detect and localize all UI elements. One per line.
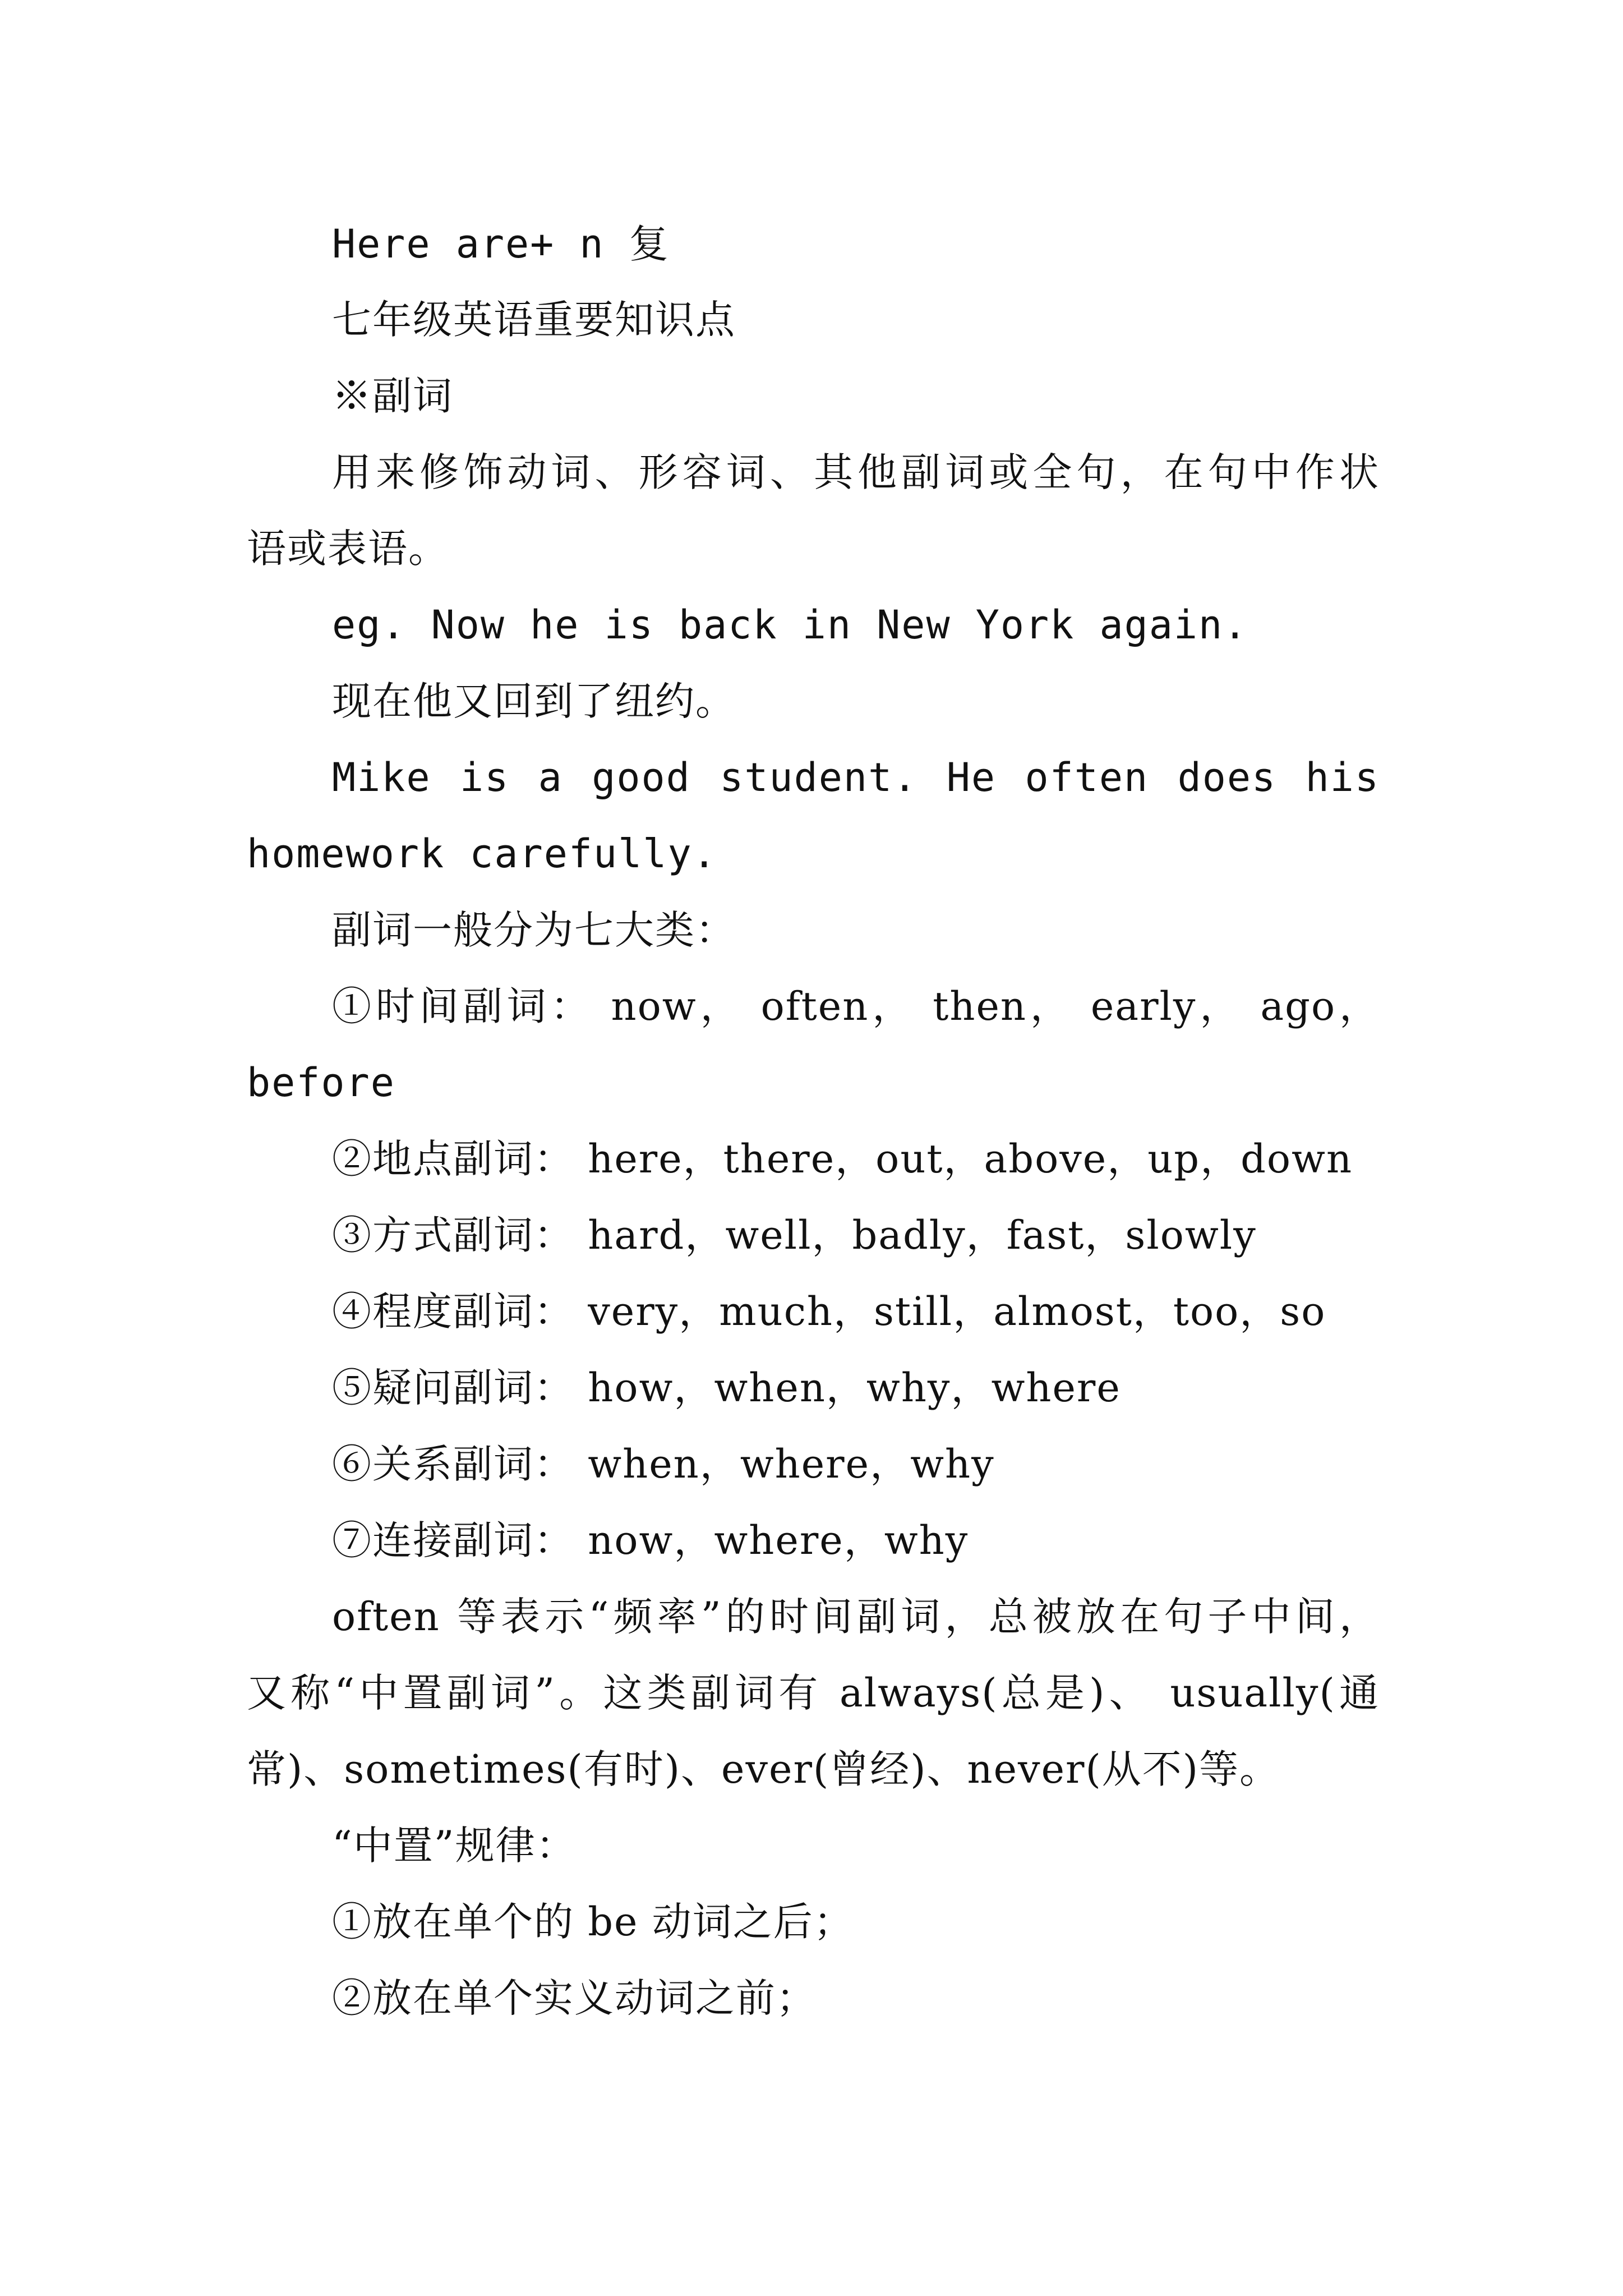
section-heading-adverb: ※副词 (332, 373, 453, 419)
example-english: eg. Now he is back in New York again. (332, 602, 1248, 648)
categories-heading: 副词一般分为七大类： (332, 907, 736, 953)
definition-line-2: 语或表语。 (247, 526, 449, 572)
line-here-are: Here are+ n 复 (332, 221, 670, 267)
category-conjunctive: ⑦连接副词： now，where，why (332, 1517, 969, 1563)
example-chinese: 现在他又回到了纽约。 (332, 678, 736, 724)
example-mike-line-2: homework carefully. (247, 831, 717, 877)
frequency-paragraph-line-3: 常)、sometimes(有时)、ever(曾经)、never(从不)等。 (247, 1746, 1280, 1792)
rule-heading: “中置”规律： (332, 1823, 577, 1869)
category-relative: ⑥关系副词： when，where，why (332, 1441, 995, 1487)
document-title: 七年级英语重要知识点 (332, 297, 736, 343)
rule-2: ②放在单个实义动词之前； (332, 1975, 817, 2021)
category-time-line-2: before (247, 1060, 395, 1106)
category-interrogative: ⑤疑问副词： how，when，why，where (332, 1365, 1121, 1411)
rule-1: ①放在单个的 be 动词之后； (332, 1899, 854, 1945)
category-place: ②地点副词： here，there，out，above，up，down (332, 1136, 1353, 1182)
frequency-paragraph-line-1: often 等表示“频率”的时间副词，总被放在句子中间， (332, 1594, 1380, 1640)
definition-line-1: 用来修饰动词、形容词、其他副词或全句，在句中作状 (332, 449, 1380, 495)
category-manner: ③方式副词： hard，well，badly，fast，slowly (332, 1212, 1257, 1258)
category-time-line-1: ①时间副词： now， often， then， early， ago， (332, 983, 1380, 1029)
frequency-paragraph-line-2: 又称“中置副词”。这类副词有 always(总是)、 usually(通 (247, 1670, 1380, 1716)
example-mike-line-1: Mike is a good student. He often does his (332, 754, 1380, 800)
category-degree: ④程度副词： very，much，still，almost，too，so (332, 1289, 1326, 1335)
